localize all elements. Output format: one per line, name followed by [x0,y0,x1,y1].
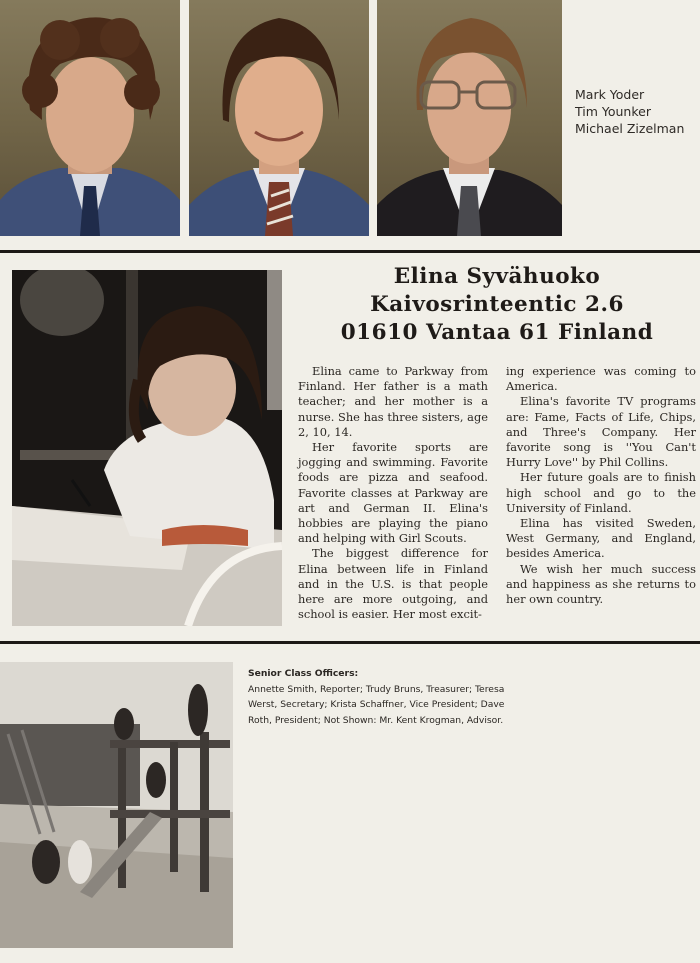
article-paragraph: Her future goals are to finish high school and go to the University of Finland. [506,470,696,515]
portrait-photo-tim-younker [189,0,369,236]
caption-line: Werst, Secretary; Krista Schaffner, Vice President; Dave [248,699,505,710]
article-paragraph: The biggest difference for Elina between life in Finland and in the U.S. is that people here are more outgoing, and school is easier. Her most excit- [298,546,488,622]
portrait-name: Michael Zizelman [575,121,685,136]
caption-line: Annette Smith, Reporter; Trudy Bruns, Treasurer; Teresa [248,683,505,695]
portrait-names [575,86,684,137]
officers-caption [248,666,548,728]
portrait-photo-mark-yoder [0,0,180,236]
caption-title: Senior Class Officers: [248,668,359,679]
headline-street: Kaivosrinteentic 2.6 [370,292,624,317]
article-paragraph: We wish her much success and happiness as she returns to her own country. [506,561,696,607]
caption-line: Roth, President; Not Shown: Mr. Kent Krogman, Advisor. [248,714,504,726]
feature-headline [300,263,694,347]
article-paragraph: ing experience was coming to America. [506,364,696,394]
officers-photo [0,662,233,948]
article-paragraph: Elina has visited Sweden, West Germany, and England, besides America. [506,516,696,561]
feature-photo [12,270,282,626]
headline-name: Elina Syvähuoko [393,264,601,289]
portrait-photo-michael-zizelman [377,0,562,236]
article-paragraph: Elina's favorite TV programs are: Fame, Facts of Life, Chips, and Three's Company. Her favorite song is ''You Can't Hurry Love'' by Phil Collins. [506,394,696,470]
article-paragraph: Elina came to Parkway from Finland. Her father is a math teacher; and her mother is a nurse. She has three sisters, age 2, 10, 14. [298,364,488,439]
portrait-name: Tim Younker [575,104,651,119]
article-column-left [298,364,488,622]
section-divider [0,641,700,644]
portrait-name: Mark Yoder [575,87,645,102]
section-divider [0,250,700,253]
article-column-right [506,364,696,607]
article-paragraph: Her favorite sports are jogging and swimming. Favorite foods are pizza and seafood. Favorite classes at Parkway are art and German II. Elina's hobbies are playing the piano and helping with Girl Scouts. [298,440,488,546]
headline-city: 01610 Vantaa 61 Finland [340,320,654,345]
